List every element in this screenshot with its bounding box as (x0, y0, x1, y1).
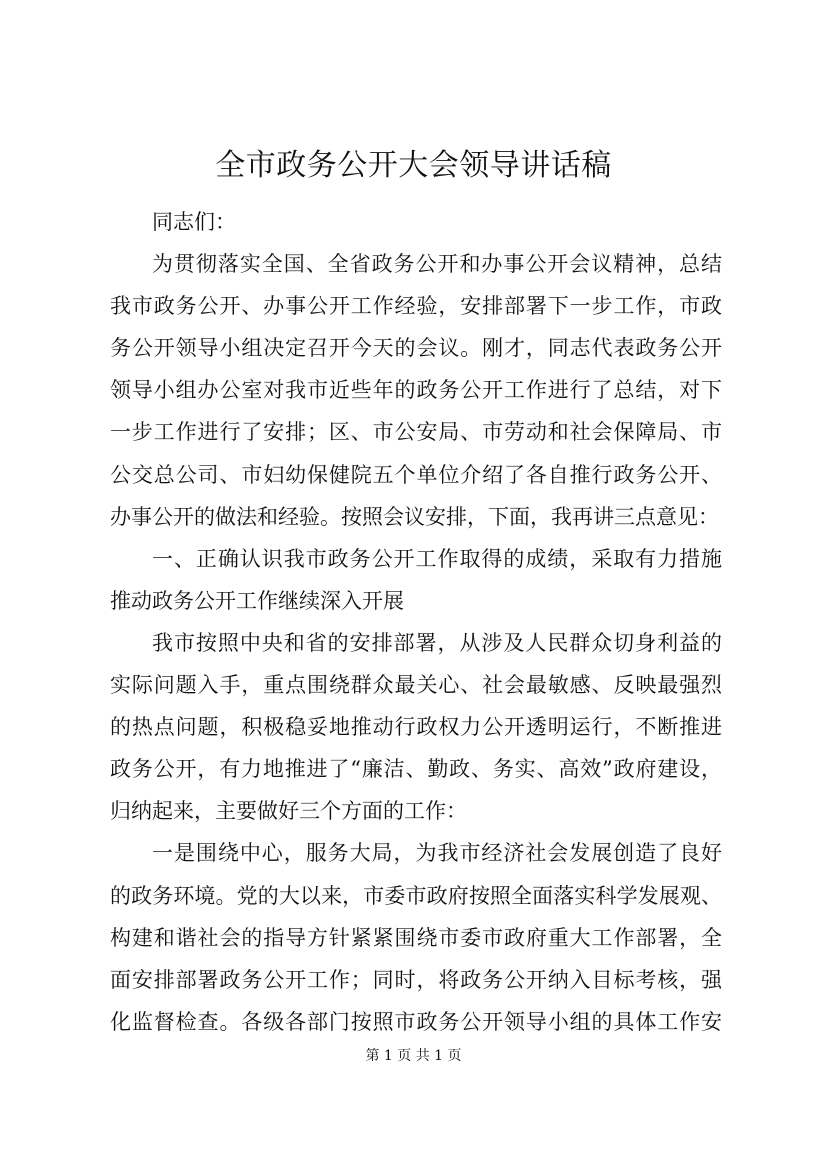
body-line: 为贯彻落实全国、全省政务公开和办事公开会议精神，总结 (152, 252, 722, 277)
body-line: 化监督检查。各级各部门按照市政务公开领导小组的具体工作安 (110, 1009, 722, 1034)
document-body (110, 201, 722, 1043)
body-line: 推动政务公开工作继续深入开展 (110, 588, 404, 613)
body-line: 政务公开，有力地推进了“廉洁、勤政、务实、高效”政府建设， (110, 757, 722, 782)
body-line: 面安排部署政务公开工作；同时，将政务公开纳入目标考核，强 (110, 967, 722, 992)
body-line: 归纳起来，主要做好三个方面的工作： (110, 799, 467, 824)
document-title: 全市政务公开大会领导讲话稿 (215, 148, 612, 183)
body-line: 我市政务公开、办事公开工作经验，安排部署下一步工作，市政 (110, 294, 722, 319)
body-line: 务公开领导小组决定召开今天的会议。刚才，同志代表政务公开 (110, 336, 722, 361)
body-line: 的政务环境。党的大以来，市委市政府按照全面落实科学发展观、 (110, 883, 722, 908)
body-line: 领导小组办公室对我市近些年的政务公开工作进行了总结，对下 (110, 378, 722, 403)
body-line: 实际问题入手，重点围绕群众最关心、社会最敏感、反映最强烈 (110, 673, 722, 698)
body-line: 办事公开的做法和经验。按照会议安排，下面，我再讲三点意见： (110, 504, 719, 529)
body-line: 构建和谐社会的指导方针紧紧围绕市委市政府重大工作部署，全 (110, 925, 722, 950)
body-line: 的热点问题，积极稳妥地推动行政权力公开透明运行，不断推进 (110, 715, 722, 740)
body-line: 公交总公司、市妇幼保健院五个单位介绍了各自推行政务公开、 (110, 462, 722, 487)
body-line: 一步工作进行了安排；区、市公安局、市劳动和社会保障局、市 (110, 420, 722, 445)
body-line: 一是围绕中心，服务大局，为我市经济社会发展创造了良好 (152, 841, 722, 866)
page-footer: 第 1 页 共 1 页 (365, 1048, 462, 1064)
body-line: 同志们： (152, 210, 236, 234)
body-line: 一、正确认识我市政务公开工作取得的成绩，采取有力措施 (152, 546, 722, 571)
body-line: 我市按照中央和省的安排部署，从涉及人民群众切身利益的 (152, 630, 722, 655)
